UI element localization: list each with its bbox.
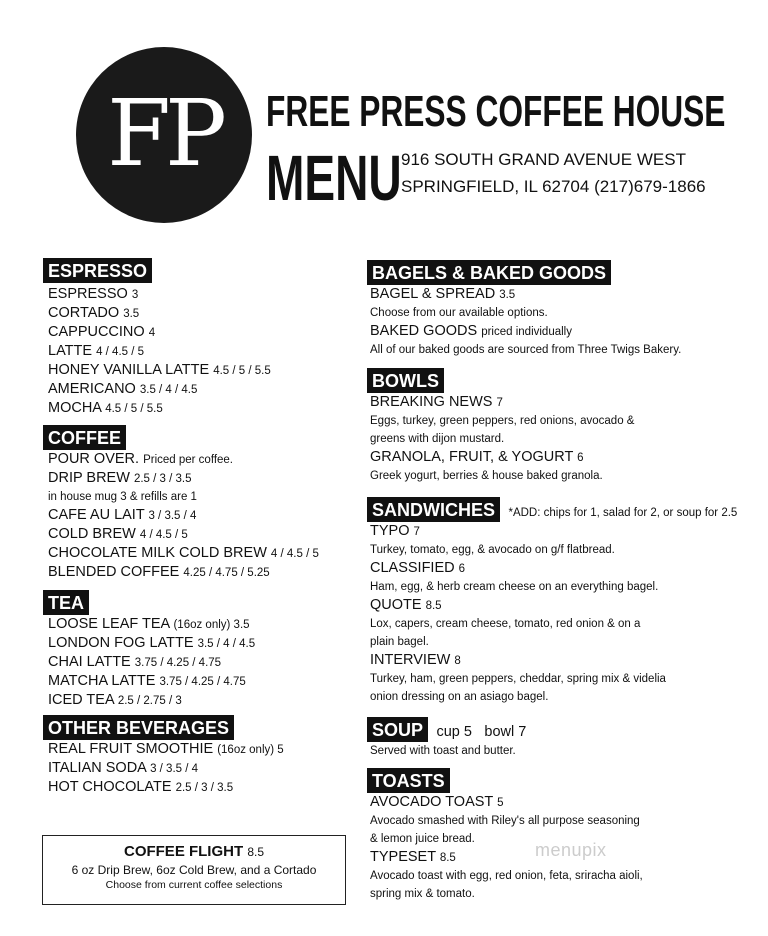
menu-item-price: 4 / 4.5 / 5 [139,529,188,541]
menu-item-price: 3.5 [499,289,516,301]
menu-item [370,559,737,578]
menu-item-description: Lox, capers, cream cheese, tomato, red onion & on a [370,618,641,630]
menu-item-description: onion dressing on an asiago bagel. [370,691,549,703]
menu-item-price: 3 / 3.5 / 4 [150,763,199,775]
menu-item [48,634,255,653]
menu-item [48,469,319,488]
logo [76,47,252,223]
menu-item [48,399,271,418]
menu-item [48,450,319,469]
menu-item-price: 3.5 / 4 / 4.5 [139,384,198,396]
menu-item [48,691,255,710]
watermark: menupix [535,840,607,860]
menu-item [48,342,271,361]
menu-item [48,778,284,797]
menu-item-name: POUR OVER. [48,451,140,467]
coffee-flight-line2: Choose from current coffee selections [105,879,283,891]
menu-item-name: COLD BREW [48,526,136,542]
menu-item [370,322,681,341]
menu-title: MENU [266,142,402,214]
menu-item-price: 4 / 4.5 / 5 [96,346,145,358]
menu-item [370,793,643,812]
menu-item-name: LONDON FOG LATTE [48,635,194,651]
menu-item-description: Greek yogurt, berries & house baked granola. [370,470,603,482]
section-title: TOASTS [367,768,450,793]
menu-item [370,285,681,304]
menu-item-name: ITALIAN SODA [48,760,147,776]
section-title: BOWLS [367,368,444,393]
section-coffee [43,425,319,582]
section-title: SANDWICHES [367,497,500,522]
menu-item-name: CLASSIFIED [370,560,455,576]
menu-item-name: CAPPUCCINO [48,324,145,340]
menu-item-name: LOOSE LEAF TEA [48,616,170,632]
menu-item-name: CHAI LATTE [48,654,131,670]
menu-item-price: 7 [496,397,503,409]
coffee-flight-line1: 6 oz Drip Brew, 6oz Cold Brew, and a Cortado [71,863,317,877]
soup-description: Served with toast and butter. [370,745,516,757]
section-soup [367,717,526,760]
address-street: 916 SOUTH GRAND AVENUE WEST [401,150,686,169]
menu-item [48,304,271,323]
menu-item-description: All of our baked goods are sourced from Three Twigs Bakery. [370,344,682,356]
menu-item-name: ICED TEA [48,692,114,708]
menu-item-price: 4 [148,327,156,339]
menu-item-description: Turkey, ham, green peppers, cheddar, spring mix & videlia [370,673,666,685]
section-tea [43,590,255,710]
menu-item-name: HOT CHOCOLATE [48,779,172,795]
menu-item-description: Choose from our available options. [370,307,548,319]
menu-item-price: 2.5 / 2.75 / 3 [117,695,182,707]
logo-monogram: FP [107,80,221,187]
address-city-phone: SPRINGFIELD, IL 62704 (217)679-1866 [401,177,706,196]
menu-item-description: spring mix & tomato. [370,888,475,900]
menu-item-price: 5 [497,797,504,809]
menu-item-name: LATTE [48,343,93,359]
menu-item-price: 3 [131,289,139,301]
menu-item-description: greens with dijon mustard. [370,433,505,445]
menu-item-name: MOCHA [48,400,102,416]
menu-item-name: BAKED GOODS [370,323,478,339]
menu-item [370,596,737,615]
menu-item-name: CHOCOLATE MILK COLD BREW [48,545,267,561]
section-bagels-baked-goods [367,260,681,359]
menu-item-price: 8.5 [425,600,442,612]
menu-item-price: 4.5 / 5 / 5.5 [213,365,271,377]
section-sandwiches [367,497,737,706]
menu-item-price: (16oz only) 5 [217,744,284,756]
menu-item-price: 3.75 / 4.25 / 4.75 [134,657,222,669]
menu-item-name: CAFE AU LAIT [48,507,145,523]
menu-item-price: 2.5 / 3 / 3.5 [133,473,192,485]
menu-item-price: 8.5 [439,852,456,864]
menu-item-name: BREAKING NEWS [370,394,493,410]
menu-item-price: 4.5 / 5 / 5.5 [105,403,163,415]
menu-item-price: 3.5 [123,308,140,320]
menu-item-description: Turkey, tomato, egg, & avocado on g/f flatbread. [370,544,615,556]
section-title: COFFEE [43,425,126,450]
menu-item-name: TYPESET [370,849,436,865]
soup-bowl-price: bowl 7 [484,724,527,740]
menu-item-name: INTERVIEW [370,652,451,668]
menu-item-description: Eggs, turkey, green peppers, red onions, avocado & [370,415,635,427]
section-bowls [367,368,634,485]
menu-item-price: 8 [454,655,461,667]
menu-item [48,740,284,759]
menu-item-price: 4 / 4.5 / 5 [270,548,319,560]
menu-item-name: ESPRESSO [48,286,128,302]
menu-item-price: priced individually [481,326,572,338]
menu-item-description: & lemon juice bread. [370,833,475,845]
section-other-beverages [43,715,284,797]
menu-item-price: (16oz only) 3.5 [173,619,250,631]
menu-item [48,380,271,399]
menu-item-description: Avocado smashed with Riley's all purpose seasoning [370,815,640,827]
coffee-flight-box [42,835,346,905]
menu-item-price: 7 [413,526,420,538]
menu-item-name: HONEY VANILLA LATTE [48,362,210,378]
menu-item [370,651,737,670]
menu-item [370,448,634,467]
menu-item-name: BLENDED COFFEE [48,564,180,580]
menu-item [48,563,319,582]
section-title: SOUP [367,717,428,742]
menu-item [48,615,255,634]
menu-item-price: 3 / 3.5 / 4 [148,510,197,522]
brand-name: FREE PRESS COFFEE HOUSE [266,87,726,136]
menu-item-name: GRANOLA, FRUIT, & YOGURT [370,449,574,465]
menu-item-note: in house mug 3 & refills are 1 [48,491,197,503]
menu-item [370,393,634,412]
section-title: ESPRESSO [43,258,152,283]
menu-item-price: 3.75 / 4.25 / 4.75 [159,676,246,688]
menu-item [48,759,284,778]
section-title: TEA [43,590,89,615]
menu-item-name: QUOTE [370,597,422,613]
section-title: BAGELS & BAKED GOODS [367,260,611,285]
menu-item [48,361,271,380]
section-title: OTHER BEVERAGES [43,715,234,740]
section-espresso [43,258,271,418]
menu-item-price: 6 [458,563,466,575]
menu-item [48,544,319,563]
menu-item-name: TYPO [370,523,410,539]
soup-cup-price: cup 5 [436,724,472,740]
menu-item [48,323,271,342]
menu-item-name: BAGEL & SPREAD [370,286,496,302]
menu-item-name: REAL FRUIT SMOOTHIE [48,741,214,757]
menu-item [48,525,319,544]
sandwiches-add-note: *ADD: chips for 1, salad for 2, or soup for 2.5 [508,507,738,519]
menu-item-name: AVOCADO TOAST [370,794,494,810]
menu-item-price: 6 [577,452,584,464]
menu-item-price: Priced per coffee. [143,454,234,466]
menu-item-price: 4.25 / 4.75 / 5.25 [183,567,270,579]
menu-item-name: AMERICANO [48,381,136,397]
menu-item [48,653,255,672]
menu-item-price: 2.5 / 3 / 3.5 [175,782,234,794]
menu-item [48,672,255,691]
menu-item [48,506,319,525]
menu-item-name: DRIP BREW [48,470,130,486]
menu-item-description: Ham, egg, & herb cream cheese on an everything bagel. [370,581,659,593]
menu-item-description: plain bagel. [370,636,429,648]
menu-item-name: MATCHA LATTE [48,673,156,689]
menu-item [370,522,737,541]
menu-item-description: Avocado toast with egg, red onion, feta, sriracha aioli, [370,870,643,882]
coffee-flight-title: COFFEE FLIGHT 8.5 [123,843,265,860]
menu-item-price: 3.5 / 4 / 4.5 [197,638,256,650]
section-toasts [367,768,643,903]
menu-item-name: CORTADO [48,305,120,321]
menu-item [48,285,271,304]
